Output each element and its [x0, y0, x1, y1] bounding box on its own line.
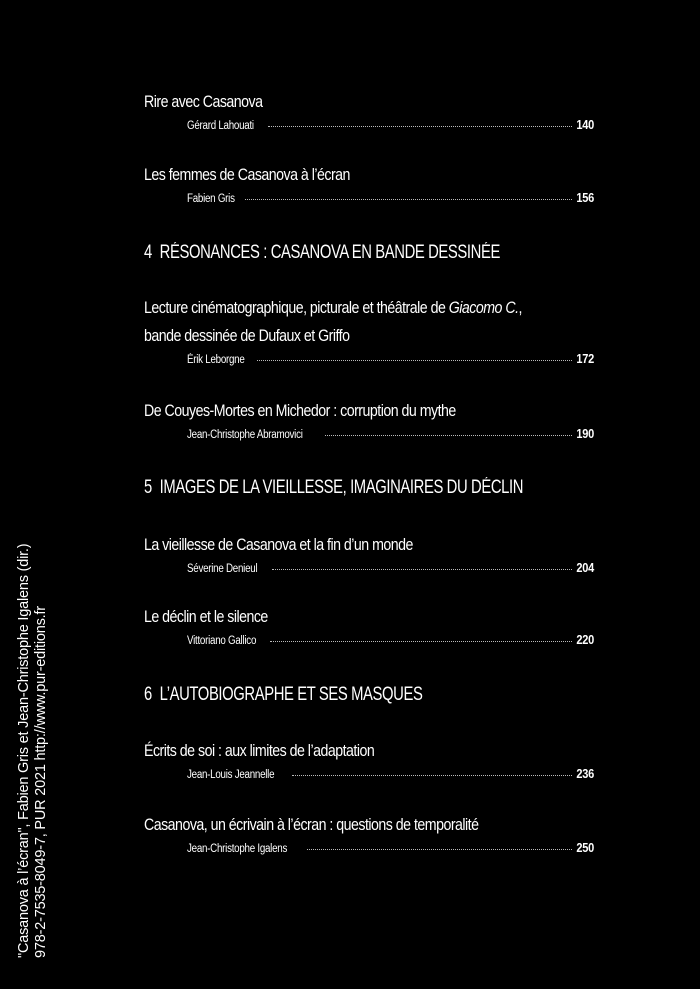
entry-page: 140 [576, 118, 594, 132]
section-heading [144, 242, 500, 264]
entry-author: Vittoriano Gallico [187, 635, 257, 647]
section-heading [144, 477, 523, 499]
entry-page: 156 [576, 191, 594, 205]
section-title: RÉSONANCES : CASANOVA EN BANDE DESSINÉE [159, 242, 500, 263]
entry-author: Jean-Christophe Abramovici [187, 429, 303, 441]
entry-author: Séverine Denieul [187, 563, 258, 575]
entry-author-line [144, 352, 594, 366]
entry-author-line [144, 118, 594, 132]
entry-page: 172 [576, 352, 594, 366]
dot-leader [325, 434, 572, 436]
dot-leader [257, 359, 572, 361]
section-heading [144, 684, 422, 706]
dot-leader [272, 568, 572, 570]
entry-author: Gérard Lahouati [187, 120, 254, 132]
entry-author: Jean-Christophe Igalens [187, 843, 288, 855]
toc-entry [144, 296, 594, 366]
toc-entry [144, 533, 594, 575]
toc-entry [144, 605, 594, 647]
entry-title: Rire avec Casanova [144, 93, 263, 111]
toc-entry [144, 813, 594, 855]
entry-title: La vieillesse de Casanova et la fin d’un monde [144, 536, 413, 554]
dot-leader [292, 774, 572, 776]
entry-title-punct: , [518, 299, 522, 317]
toc-entry [144, 399, 594, 441]
entry-page: 250 [576, 841, 594, 855]
entry-title: Les femmes de Casanova à l’écran [144, 166, 350, 184]
entry-author-line [144, 767, 594, 781]
section-number: 6 [144, 684, 152, 705]
dot-leader [268, 125, 572, 127]
dot-leader [245, 198, 572, 200]
section-number: 4 [144, 242, 152, 263]
entry-author-line [144, 427, 594, 441]
entry-author: Fabien Gris [187, 193, 235, 205]
side-citation [16, 418, 50, 958]
entry-title: Casanova, un écrivain à l’écran : questions de temporalité [144, 816, 479, 834]
dot-leader [270, 640, 572, 642]
entry-title [144, 296, 531, 320]
entry-page: 220 [576, 633, 594, 647]
entry-page: 190 [576, 427, 594, 441]
toc-entry [144, 739, 594, 781]
toc-entry [144, 163, 594, 205]
entry-author-line [144, 633, 594, 647]
citation-line-2: 978-2-7535-8049-7, PUR 2021 http://www.pur-editions.fr [33, 606, 49, 958]
entry-author: Érik Leborgne [187, 354, 245, 366]
entry-title: Écrits de soi : aux limites de l’adaptation [144, 742, 375, 760]
entry-author-line [144, 191, 594, 205]
entry-title-line2: bande dessinée de Dufaux et Griffo [144, 327, 350, 345]
toc-entry [144, 90, 594, 132]
entry-title-italic: Giacomo C. [448, 299, 519, 317]
citation-line-1: "Casanova à l’écran", Fabien Gris et Jean-Christophe Igalens (dir.) [16, 543, 32, 958]
entry-title: De Couyes-Mortes en Michedor : corruption du mythe [144, 402, 456, 420]
entry-title-text: Lecture cinématographique, picturale et théâtrale de [144, 299, 449, 317]
entry-author: Jean-Louis Jeannelle [187, 769, 275, 781]
entry-page: 204 [576, 561, 594, 575]
entry-author-line [144, 561, 594, 575]
dot-leader [307, 848, 572, 850]
section-title: IMAGES DE LA VIEILLESSE, IMAGINAIRES DU DÉCLIN [159, 477, 524, 498]
entry-title: Le déclin et le silence [144, 608, 268, 626]
entry-author-line [144, 841, 594, 855]
section-title: L’AUTOBIOGRAPHE ET SES MASQUES [159, 684, 423, 705]
entry-page: 236 [576, 767, 594, 781]
section-number: 5 [144, 477, 152, 498]
